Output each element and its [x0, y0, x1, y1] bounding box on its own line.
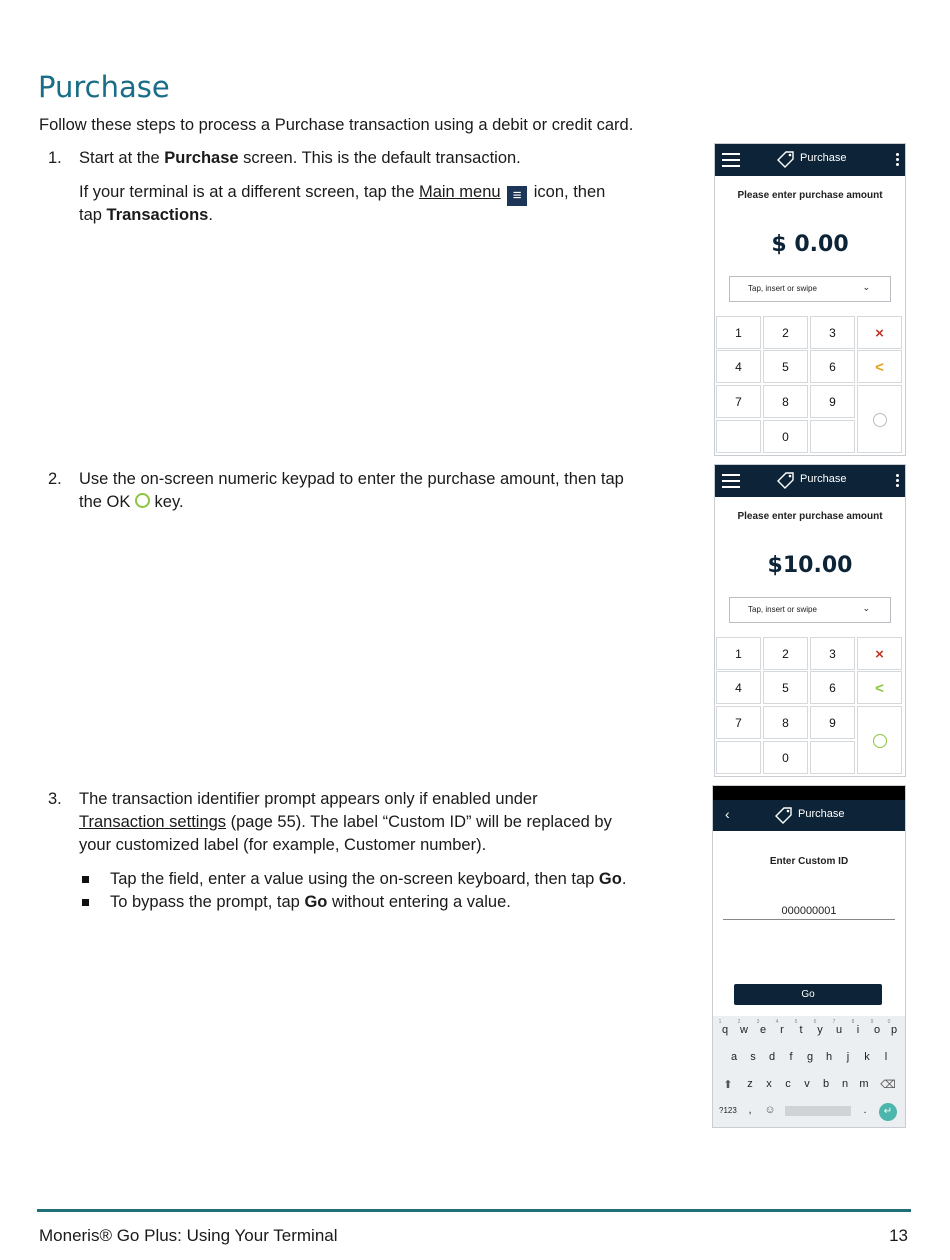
key-8[interactable]: 8 — [763, 706, 808, 739]
ok-key[interactable] — [857, 385, 902, 453]
app-header — [713, 800, 905, 831]
price-tag-icon — [777, 150, 795, 168]
key-g[interactable]: g — [806, 1051, 814, 1063]
status-bar — [713, 786, 905, 800]
key-a[interactable]: a — [730, 1051, 738, 1063]
entry-mode-select[interactable]: Tap, insert or swipe ⌄ — [729, 276, 891, 302]
key-blank-right — [810, 420, 855, 453]
step-number: 1. — [48, 149, 62, 167]
entry-mode-select[interactable]: Tap, insert or swipe ⌄ — [729, 597, 891, 623]
key-hint: 8 — [851, 1019, 855, 1025]
step3-line3: your customized label (for example, Customer number). — [79, 836, 487, 854]
backspace-key[interactable]: < — [857, 671, 902, 704]
key-j[interactable]: j — [846, 1051, 850, 1063]
step3-bullet2: To bypass the prompt, tap Go without entering a value. — [110, 893, 511, 911]
more-options-icon[interactable] — [896, 153, 899, 168]
backspace-icon[interactable]: ⌫ — [880, 1079, 896, 1091]
key-k[interactable]: k — [864, 1051, 870, 1063]
key-5[interactable]: 5 — [763, 350, 808, 383]
key-y[interactable]: y — [817, 1024, 823, 1036]
step1-line3: tap Transactions. — [79, 206, 213, 224]
key-2[interactable]: 2 — [763, 637, 808, 670]
key-0[interactable]: 0 — [763, 741, 808, 774]
key-4[interactable]: 4 — [716, 671, 761, 704]
hamburger-menu-icon[interactable] — [722, 474, 740, 488]
key-blank-right — [810, 741, 855, 774]
purchase-screen-amount — [714, 464, 906, 777]
hamburger-menu-icon[interactable] — [722, 153, 740, 167]
page-number: 13 — [889, 1226, 908, 1245]
footer-title: Moneris® Go Plus: Using Your Terminal — [39, 1226, 338, 1245]
key-z[interactable]: z — [747, 1078, 753, 1090]
step2-line1: Use the on-screen numeric keypad to enter the purchase amount, then tap — [79, 470, 624, 488]
go-button[interactable]: Go — [734, 984, 882, 1005]
key-w[interactable]: w — [740, 1024, 748, 1036]
key-b[interactable]: b — [822, 1078, 830, 1090]
back-arrow-icon[interactable]: ‹ — [725, 806, 730, 822]
key-c[interactable]: c — [785, 1078, 791, 1090]
key-hint: 4 — [775, 1019, 779, 1025]
symbols-key[interactable]: ?123 — [719, 1106, 737, 1115]
footer-rule — [37, 1209, 911, 1212]
comma-key[interactable]: , — [748, 1104, 752, 1116]
key-1[interactable]: 1 — [716, 637, 761, 670]
ok-key-icon — [135, 493, 150, 508]
key-4[interactable]: 4 — [716, 350, 761, 383]
period-key[interactable]: . — [863, 1104, 867, 1116]
key-1[interactable]: 1 — [716, 316, 761, 349]
key-i[interactable]: i — [856, 1024, 860, 1036]
key-q[interactable]: q — [721, 1024, 729, 1036]
chevron-down-icon: ⌄ — [862, 282, 870, 292]
app-header — [715, 465, 905, 497]
key-hint: 6 — [813, 1019, 817, 1025]
key-hint: 1 — [718, 1019, 722, 1025]
screen-title: Purchase — [798, 808, 845, 820]
key-blank-left — [716, 420, 761, 453]
page-title: Purchase — [38, 70, 170, 104]
key-5[interactable]: 5 — [763, 671, 808, 704]
key-7[interactable]: 7 — [716, 706, 761, 739]
key-m[interactable]: m — [859, 1078, 869, 1090]
step3-bullet1: Tap the field, enter a value using the on-screen keyboard, then tap Go. — [110, 870, 627, 888]
key-e[interactable]: e — [759, 1024, 767, 1036]
space-bar[interactable] — [785, 1106, 851, 1116]
key-v[interactable]: v — [804, 1078, 810, 1090]
key-9[interactable]: 9 — [810, 706, 855, 739]
cancel-key[interactable]: × — [857, 637, 902, 670]
emoji-icon[interactable]: ☺ — [764, 1104, 776, 1116]
intro-text: Follow these steps to process a Purchase transaction using a debit or credit card. — [39, 116, 634, 134]
step-number: 3. — [48, 790, 62, 808]
key-u[interactable]: u — [835, 1024, 843, 1036]
key-h[interactable]: h — [825, 1051, 833, 1063]
custom-id-screen — [712, 785, 906, 1128]
screen-title: Purchase — [800, 152, 847, 164]
key-3[interactable]: 3 — [810, 637, 855, 670]
key-8[interactable]: 8 — [763, 385, 808, 418]
amount-prompt: Please enter purchase amount — [737, 511, 883, 522]
enter-icon[interactable]: ↵ — [879, 1103, 897, 1121]
step3-line1: The transaction identifier prompt appears only if enabled under — [79, 790, 538, 808]
custom-id-prompt: Enter Custom ID — [769, 856, 849, 867]
step2-line2: the OK key. — [79, 493, 184, 511]
custom-id-input[interactable]: 000000001 — [723, 905, 895, 920]
purchase-screen-empty — [714, 143, 906, 456]
price-tag-icon — [777, 471, 795, 489]
key-3[interactable]: 3 — [810, 316, 855, 349]
step-number: 2. — [48, 470, 62, 488]
key-d[interactable]: d — [768, 1051, 776, 1063]
key-l[interactable]: l — [884, 1051, 888, 1063]
key-p[interactable]: p — [890, 1024, 898, 1036]
step1-line2: If your terminal is at a different screen, tap the Main menu ≡ icon, then — [79, 183, 606, 204]
on-screen-keyboard — [713, 1016, 905, 1127]
price-tag-icon — [775, 806, 793, 824]
step3-line2: Transaction settings (page 55). The label “Custom ID” will be replaced by — [79, 813, 612, 831]
key-t[interactable]: t — [799, 1024, 803, 1036]
ok-circle-icon — [873, 413, 887, 427]
bullet-marker — [82, 876, 89, 883]
amount-prompt: Please enter purchase amount — [737, 190, 883, 201]
ok-circle-icon — [873, 734, 887, 748]
key-hint: 9 — [870, 1019, 874, 1025]
key-hint: 5 — [794, 1019, 798, 1025]
key-6[interactable]: 6 — [810, 350, 855, 383]
key-6[interactable]: 6 — [810, 671, 855, 704]
key-hint: 0 — [887, 1019, 891, 1025]
cancel-key[interactable]: × — [857, 316, 902, 349]
key-0[interactable]: 0 — [763, 420, 808, 453]
key-7[interactable]: 7 — [716, 385, 761, 418]
key-s[interactable]: s — [750, 1051, 756, 1063]
key-hint: 7 — [832, 1019, 836, 1025]
step1-line1: Start at the Purchase screen. This is the default transaction. — [79, 149, 521, 167]
backspace-key[interactable]: < — [857, 350, 902, 383]
key-hint: 3 — [756, 1019, 760, 1025]
key-hint: 2 — [737, 1019, 741, 1025]
app-header — [715, 144, 905, 176]
shift-key-icon[interactable]: ⬆ — [723, 1079, 733, 1091]
main-menu-icon: ≡ — [507, 186, 527, 206]
key-blank-left — [716, 741, 761, 774]
key-n[interactable]: n — [841, 1078, 849, 1090]
key-r[interactable]: r — [780, 1024, 784, 1036]
amount-display: $ 0.00 — [771, 232, 849, 257]
key-f[interactable]: f — [789, 1051, 793, 1063]
key-o[interactable]: o — [873, 1024, 881, 1036]
key-x[interactable]: x — [766, 1078, 772, 1090]
amount-display: $10.00 — [767, 553, 853, 578]
ok-key[interactable] — [857, 706, 902, 774]
main-menu-link[interactable]: Main menu — [418, 183, 501, 201]
bullet-marker — [82, 899, 89, 906]
key-9[interactable]: 9 — [810, 385, 855, 418]
screen-title: Purchase — [800, 473, 847, 485]
chevron-down-icon: ⌄ — [862, 603, 870, 613]
more-options-icon[interactable] — [896, 474, 899, 489]
key-2[interactable]: 2 — [763, 316, 808, 349]
transaction-settings-link[interactable]: Transaction settings — [79, 813, 227, 831]
